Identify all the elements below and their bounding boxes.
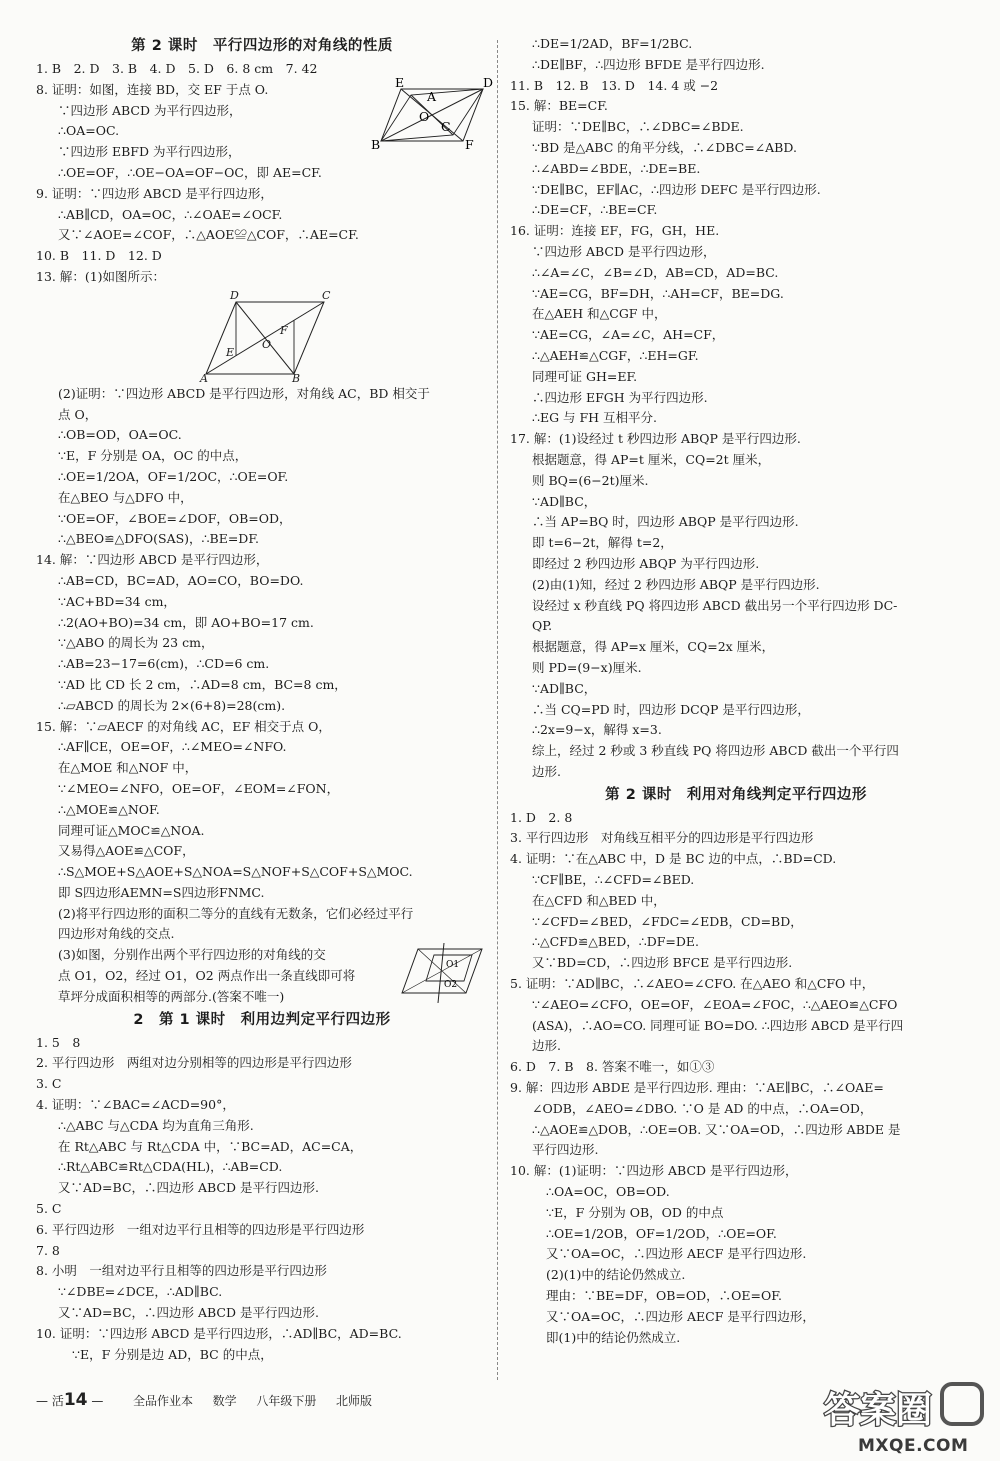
answer-line: 9. 证明：∵四边形 ABCD 是平行四边形， [36, 185, 273, 201]
answer-line: 11. B 12. B 13. D 14. 4 或 −2 [510, 77, 719, 93]
answer-line: 1. 5 8 [36, 1034, 81, 1050]
answer-line: ∵∠MEO=∠NFO，OE=OF，∠EOM=∠FON， [58, 780, 340, 796]
answer-line: 4. 证明：∵∠BAC=∠ACD=90°， [36, 1097, 235, 1113]
answer-line: ∴Rt△ABC≌Rt△CDA(HL)，∴AB=CD. [58, 1159, 283, 1175]
answer-line: ∵∠CFD=∠BED，∠FDC=∠EDB，CD=BD， [532, 913, 803, 929]
answer-line: 平行四边形. [532, 1142, 599, 1158]
answer-line: 又∵AD=BC，∴四边形 ABCD 是平行四边形. [58, 1305, 319, 1321]
answer-line: ∵AE=CG，∠A=∠C，AH=CF， [532, 327, 725, 343]
answer-line: 在 Rt△ABC 与 Rt△CDA 中，∵BC=AD，AC=CA， [58, 1138, 363, 1154]
answer-line: ∵四边形 EBFD 为平行四边形， [58, 144, 241, 160]
answer-line: (2)将平行四边形的面积二等分的直线有无数条，它们必经过平行 [58, 905, 414, 921]
figure-lawn-q15 [398, 941, 488, 1005]
answer-line: ∴DE=CF，∴BE=CF. [532, 202, 658, 218]
answer-line: 10. B 11. D 12. D [36, 248, 162, 264]
svg-text:O: O [262, 337, 272, 351]
subject: 数学 [212, 1394, 237, 1408]
answer-line: 证明：∵DE∥BC，∴∠DBC=∠BDE. [532, 119, 744, 135]
answer-line: (ASA)，∴AO=CO. 同理可证 BO=DO. ∴四边形 ABCD 是平行四 [532, 1017, 904, 1033]
answer-line: 在△CFD 和△BED 中， [532, 892, 666, 908]
column-divider [497, 40, 498, 1380]
answer-line: 又∵BD=CD，∴四边形 BFCE 是平行四边形. [532, 955, 793, 971]
answer-line: ∴OB=OD，OA=OC. [58, 427, 182, 443]
answer-line: 在△BEO 与△DFO 中， [58, 489, 193, 505]
svg-text:A: A [200, 371, 208, 385]
answer-line: 即 t=6−2t，解得 t=2， [532, 535, 673, 551]
answer-line: 即(1)中的结论仍然成立. [546, 1329, 681, 1345]
answer-line: 15. 解：∵▱AECF 的对角线 AC，EF 相交于点 O， [36, 718, 331, 734]
answer-line: 同理可证 GH=EF. [532, 368, 638, 384]
answer-line: ∴当 CQ=PD 时，四边形 DCQP 是平行四边形， [532, 701, 810, 717]
answer-line: ∵四边形 ABCD 为平行四边形， [58, 102, 242, 118]
answer-line: ∴△BEO≌△DFO(SAS)，∴BE=DF. [58, 531, 260, 547]
answer-line: ∵AD 比 CD 长 2 cm，∴AD=8 cm，BC=8 cm， [58, 676, 347, 692]
answer-line: (2)(1)中的结论仍然成立. [546, 1267, 686, 1283]
right-column [510, 34, 962, 1348]
answer-line: ∵BD 是△ABC 的角平分线，∴∠DBC=∠ABD. [532, 139, 797, 155]
page-footer [36, 1390, 372, 1410]
answer-line: ∵∠DBE=∠DCE，∴AD∥BC. [58, 1284, 223, 1300]
answer-line: 根据题意，得 AP=t 厘米，CQ=2t 厘米， [532, 451, 771, 467]
answer-line: ∵AD∥BC， [532, 680, 597, 696]
answer-line: 9. 解：四边形 ABDE 是平行四边形. 理由：∵AE∥BC，∴∠OAE= [510, 1080, 884, 1096]
answer-line: ∵∠AEO=∠CFO，OE=OF，∠EOA=∠FOC，∴△AEO≌△CFO [532, 996, 898, 1012]
answer-line: 10. 解：(1)证明：∵四边形 ABCD 是平行四边形， [510, 1163, 798, 1179]
answer-line: ∴OE=1/2OB，OF=1/2OD，∴OE=OF. [546, 1225, 777, 1241]
svg-text:E: E [226, 345, 235, 359]
answer-line: ∴OA=OC，OB=OD. [546, 1184, 670, 1200]
page-number: 14 [63, 1390, 88, 1410]
answer-line: ∴AB∥CD，OA=OC，∴∠OAE=∠OCF. [58, 206, 283, 222]
answer-line: 即 S四边形AEMN=S四边形FNMC. [58, 884, 265, 900]
answer-line: ∵四边形 ABCD 是平行四边形， [532, 243, 716, 259]
answer-line: 1. D 2. 8 [510, 809, 573, 825]
answer-line: 根据题意，得 AP=x 厘米，CQ=2x 厘米， [532, 639, 775, 655]
answer-line: 综上，经过 2 秒或 3 秒直线 PQ 将四边形 ABCD 截出一个平行四 [532, 743, 899, 759]
svg-text:B: B [371, 136, 381, 152]
answer-line: 8. 小明 一组对边平行且相等的四边形是平行四边形 [36, 1263, 327, 1279]
answer-line: 3. C [36, 1076, 62, 1092]
answer-line: ∴EG 与 FH 互相平分. [532, 410, 658, 426]
answer-line: 8. 证明：如图，连接 BD，交 EF 于点 O. [36, 81, 269, 97]
answer-line: 又∵OA=OC，∴四边形 AECF 是平行四边形， [546, 1308, 815, 1324]
answer-line: 四边形对角线的交点. [58, 926, 175, 942]
answer-line: ∴OA=OC. [58, 123, 120, 139]
book-name: 全品作业本 [133, 1394, 194, 1408]
answer-line: ∴2x=9−x，解得 x=3. [532, 722, 662, 738]
answer-line: ∵CF∥BE，∴∠CFD=∠BED. [532, 872, 695, 888]
answer-line: 草坪分成面积相等的两部分.(答案不唯一) [58, 988, 285, 1004]
answer-line: 1. B 2. D 3. B 4. D 5. D 6. 8 cm 7. 42 [36, 61, 318, 76]
answer-line: ∴∠ABD=∠BDE，∴DE=BE. [532, 160, 701, 176]
answer-line: ∴S△MOE+S△AOE+S△NOA=S△NOF+S△COF+S△MOC. [58, 864, 413, 880]
svg-text:A: A [427, 88, 437, 104]
section-title: 第 2 课时 平行四边形的对角线的性质 [131, 38, 393, 54]
answer-line: 17. 解：(1)设经过 t 秒四边形 ABQP 是平行四边形. [510, 431, 801, 447]
answer-line: ∴△MOE≌△NOF. [58, 801, 160, 817]
answer-line: ∴DE=1/2AD，BF=1/2BC. [532, 36, 693, 51]
answer-line: 边形. [532, 763, 561, 779]
answer-line: ∴AB=23−17=6(cm)，∴CD=6 cm. [58, 656, 270, 672]
grade: 八年级下册 [256, 1394, 317, 1408]
footer-prefix: 活 [51, 1394, 64, 1408]
answer-line: 又∵∠AOE=∠COF，∴△AOE≌△COF，∴AE=CF. [58, 227, 359, 243]
answer-line: ∴∠A=∠C，∠B=∠D，AB=CD，AD=BC. [532, 264, 779, 280]
answer-line: ∴DE∥BF，∴四边形 BFDE 是平行四边形. [532, 56, 765, 72]
answer-line: 6. 平行四边形 一组对边平行且相等的四边形是平行四边形 [36, 1221, 365, 1237]
answer-line: 15. 解：BE=CF. [510, 98, 608, 114]
answer-line: ∴当 AP=BQ 时，四边形 ABQP 是平行四边形. [532, 514, 799, 530]
answer-line: 13. 解：(1)如图所示： [36, 268, 166, 284]
svg-text:D: D [483, 74, 494, 90]
answer-line: 5. C [36, 1201, 62, 1217]
answer-line: 点 O， [58, 406, 98, 422]
answer-line: 又∵AD=BC，∴四边形 ABCD 是平行四边形. [58, 1180, 319, 1196]
answer-line: ∠ODB，∠AEO=∠DBO. ∵O 是 AD 的中点，∴OA=OD， [532, 1100, 873, 1116]
section-title: 第 2 课时 利用对角线判定平行四边形 [605, 786, 867, 803]
answer-line: 又易得△AOE≌△COF， [58, 843, 195, 859]
answer-line: ∴OE=1/2OA，OF=1/2OC，∴OE=OF. [58, 468, 289, 484]
answer-line: 理由：∵BE=DF，OB=OD，∴OE=OF. [546, 1288, 782, 1304]
answer-line: 16. 证明：连接 EF，FG，GH，HE. [510, 223, 720, 239]
answer-line: (2)证明：∵四边形 ABCD 是平行四边形，对角线 AC，BD 相交于 [58, 385, 430, 401]
answer-line: ∴AB=CD，BC=AD，AO=CO，BO=DO. [58, 572, 304, 588]
answer-line: 在△MOE 和△NOF 中， [58, 760, 198, 776]
section-title: 2 第 1 课时 利用边判定平行四边形 [133, 1011, 391, 1028]
answer-line: ∴▱ABCD 的周长为 2×(6+8)=28(cm). [58, 697, 286, 713]
figure-parallelogram-q8 [371, 74, 494, 152]
answer-line: 在△AEH 和△CGF 中， [532, 306, 667, 322]
svg-text:C: C [322, 288, 331, 302]
answer-line: ∵AD∥BC， [532, 493, 597, 509]
answer-line: 边形. [532, 1038, 561, 1054]
svg-text:O: O [419, 108, 430, 124]
answer-line: ∴2(AO+BO)=34 cm，即 AO+BO=17 cm. [58, 614, 314, 630]
answer-line: ∴四边形 EFGH 为平行四边形. [532, 389, 708, 405]
footer-dash: — [91, 1394, 104, 1408]
answer-line: (3)如图，分别作出两个平行四边形的对角线的交 [58, 947, 326, 963]
answer-line: 则 PD=(9−x)厘米. [532, 659, 642, 675]
answer-line: ∴△AOE≌△DOB，∴OE=OB. 又∵OA=OD，∴四边形 ABDE 是 [532, 1121, 901, 1137]
answer-line: 又∵OA=OC，∴四边形 AECF 是平行四边形. [546, 1246, 807, 1262]
svg-text:O1: O1 [446, 960, 460, 971]
svg-text:O2: O2 [444, 980, 458, 991]
answer-line: ∴AF∥CE，OE=OF，∴∠MEO=∠NFO. [58, 739, 287, 755]
answer-line: ∵DE∥BC，EF∥AC，∴四边形 DEFC 是平行四边形. [532, 181, 821, 197]
left-column [36, 34, 494, 1365]
answer-line: 7. 8 [36, 1242, 60, 1258]
answer-line: QP. [532, 618, 553, 634]
edition: 北师版 [336, 1394, 373, 1408]
answer-line: 则 BQ=(6−2t)厘米. [532, 472, 649, 488]
answer-line: 4. 证明：∵在△ABC 中，D 是 BC 边的中点，∴BD=CD. [510, 851, 837, 867]
answer-line: ∴OE=OF，∴OE−OA=OF−OC，即 AE=CF. [58, 164, 322, 180]
figure-parallelogram-q13 [36, 288, 488, 385]
answer-line: 即经过 2 秒四边形 ABQP 为平行四边形. [532, 555, 760, 571]
answer-line: 点 O1，O2，经过 O1，O2 两点作出一条直线即可将 [58, 968, 356, 984]
answer-line: 2. 平行四边形 两组对边分别相等的四边形是平行四边形 [36, 1055, 352, 1071]
answer-line: 5. 证明：∵AD∥BC，∴∠AEO=∠CFO. 在△AEO 和△CFO 中， [510, 976, 875, 992]
answer-line: ∵AC+BD=34 cm， [58, 593, 176, 609]
answer-line: ∵OE=OF，∠BOE=∠DOF，OB=OD， [58, 510, 292, 526]
answer-line: ∵E，F 分别为 OB，OD 的中点 [546, 1204, 724, 1220]
svg-text:E: E [395, 74, 405, 90]
footer-dash: — [36, 1394, 48, 1408]
answer-line: 设经过 x 秒直线 PQ 将四边形 ABCD 截出另一个平行四边形 DC- [532, 597, 898, 613]
answer-line: ∵△ABO 的周长为 23 cm， [58, 635, 214, 651]
answer-line: (2)由(1)知，经过 2 秒四边形 ABQP 是平行四边形. [532, 576, 820, 592]
svg-text:D: D [230, 288, 239, 302]
answer-line: 同理可证△MOC≌△NOA. [58, 822, 205, 838]
answer-line: 10. 证明：∵四边形 ABCD 是平行四边形，∴AD∥BC，AD=BC. [36, 1325, 402, 1341]
svg-text:F: F [280, 323, 288, 337]
answer-line: ∵E，F 分别是 OA，OC 的中点， [58, 448, 248, 464]
answer-line: ∴△AEH≌△CGF，∴EH=GF. [532, 347, 699, 363]
answer-line: ∵AE=CG，BF=DH，∴AH=CF，BE=DG. [532, 285, 784, 301]
svg-text:F: F [465, 136, 474, 152]
watermark-site: MXQE.COM [858, 1436, 969, 1456]
svg-text:B: B [292, 371, 301, 385]
answer-line: 14. 解：∵四边形 ABCD 是平行四边形， [36, 552, 269, 568]
answer-line: 3. 平行四边形 对角线互相平分的四边形是平行四边形 [510, 830, 814, 846]
answer-line: ∵E，F 分别是边 AD，BC 的中点， [72, 1346, 273, 1362]
svg-text:C: C [441, 118, 451, 134]
answer-line: ∴△ABC 与△CDA 均为直角三角形. [58, 1117, 254, 1133]
answer-line: ∴△CFD≌△BED，∴DF=DE. [532, 934, 699, 950]
answer-line: 6. D 7. B 8. 答案不唯一，如①③ [510, 1059, 715, 1075]
watermark-text: 答案圈 [824, 1390, 933, 1431]
